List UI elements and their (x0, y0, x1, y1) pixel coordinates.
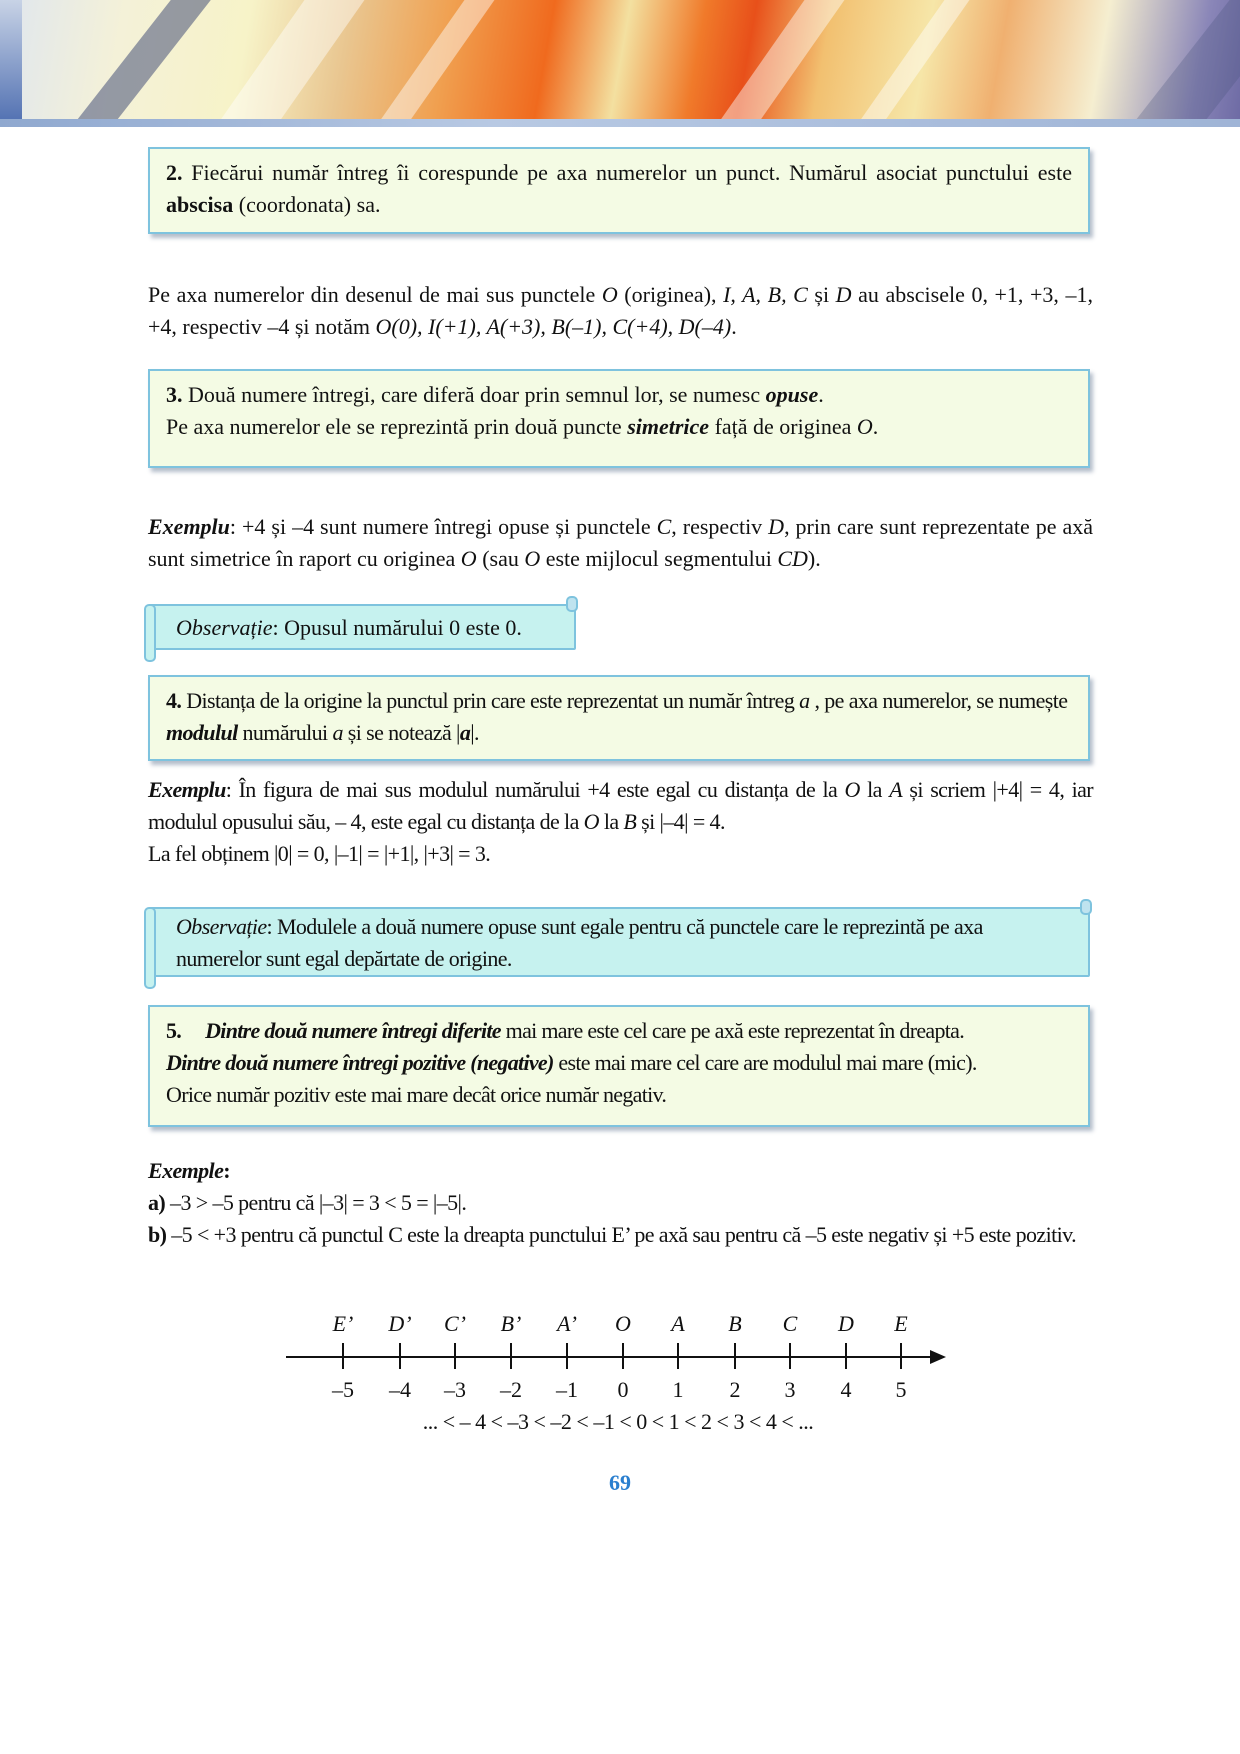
definition-box-4 (148, 675, 1090, 761)
tick-mark (399, 1343, 401, 1369)
point-label: B (623, 809, 637, 834)
tick-value: 1 (672, 1377, 684, 1402)
point-label: A (889, 777, 903, 802)
text: și (807, 282, 836, 307)
text: (originea), (617, 282, 724, 307)
term-opuse: opuse (765, 382, 819, 407)
point-notation: O(0), I(+1), A(+3), B(–1), C(+4), D(–4) (375, 314, 732, 339)
point-label: O (856, 414, 873, 439)
definition-text: (coordonata) sa. (233, 192, 381, 217)
point-label: O (844, 777, 860, 802)
point-label: A (671, 1311, 685, 1336)
text: față de originea (709, 414, 857, 439)
text: (sau (476, 546, 525, 571)
header-banner-image (0, 0, 1240, 127)
observation-scroll-2 (148, 907, 1090, 977)
text: și scriem |+4| = 4, iar modulul opusului său, – 4, este egal cu distanța de la (148, 777, 1093, 834)
observation-label: Observație (176, 615, 273, 640)
point-label: D (835, 282, 852, 307)
observation-scroll-1 (148, 604, 576, 650)
text: –3 > –5 pentru că |–3| = 3 < 5 = |–5|. (165, 1190, 467, 1215)
point-label: D’ (388, 1311, 412, 1336)
definition-text: Fiecărui număr întreg îi corespunde pe axa numerelor un punct. Numărul asociat punctului este (182, 160, 1072, 185)
text: este mijlocul segmentului (540, 546, 778, 571)
point-label: B (728, 1311, 742, 1336)
text: . (872, 414, 879, 439)
modulus-examples-line: La fel obținem |0| = 0, |–1| = |+1|, |+3| = 3. (148, 841, 491, 866)
banner-shape (376, 0, 495, 127)
point-label: D (838, 1311, 854, 1336)
text: au abscisele 0, +1, +3, –1, +4, respectiv –4 și notăm (148, 282, 1093, 339)
item-label: b) (148, 1222, 167, 1247)
point-label: A’ (557, 1311, 577, 1336)
text: , pe axa numerelor, se numește (809, 688, 1068, 713)
term-emphasis: Dintre două numere întregi diferite (205, 1018, 501, 1043)
tick-mark (900, 1343, 902, 1369)
point-label: O (524, 546, 541, 571)
tick-mark (454, 1343, 456, 1369)
tick-mark (845, 1343, 847, 1369)
text: –5 < +3 pentru că punctul C este la dreapta punctului E’ pe axă sau pentru că –5 este negativ și +5 este pozitiv. (166, 1222, 1076, 1247)
text: : +4 și –4 sunt numere întregi opuse și punctele (229, 514, 657, 539)
tick-mark (510, 1343, 512, 1369)
tick-value: 2 (729, 1377, 741, 1402)
banner-shape (216, 0, 365, 127)
observation-label: Observație (176, 914, 267, 939)
definition-line (166, 1047, 1072, 1079)
text: . (818, 382, 824, 407)
text: la (598, 809, 624, 834)
segment-label: CD (777, 546, 808, 571)
example-modulus (148, 774, 1093, 870)
example-label: Exemplu (148, 514, 230, 539)
tick-value: 5 (895, 1377, 907, 1402)
term-emphasis: Dintre două numere întregi pozitive (negative) (166, 1050, 554, 1075)
term-abscisa: abscisa (166, 192, 234, 217)
text: |. (470, 720, 479, 745)
point-label: O (460, 546, 477, 571)
text: și |–4| = 4. (636, 809, 725, 834)
text: numărului (237, 720, 333, 745)
banner-shape (716, 0, 845, 127)
definition-box-5 (148, 1005, 1090, 1127)
definition-line: Orice număr pozitiv este mai mare decât orice număr negativ. (166, 1082, 667, 1107)
tick-value: –3 (444, 1377, 466, 1402)
point-labels: I, A, B, C (723, 282, 808, 307)
tick-mark (342, 1343, 344, 1369)
tick-value: –2 (500, 1377, 522, 1402)
definition-box-2 (148, 147, 1090, 234)
point-label: D (768, 514, 785, 539)
definition-number: 4. (166, 688, 182, 713)
point-label: B’ (500, 1311, 522, 1336)
number-line-diagram (282, 1305, 954, 1445)
text: ). (807, 546, 821, 571)
text: este mai mare cel care are modulul mai mare (mic). (553, 1050, 977, 1075)
text: , respectiv (671, 514, 769, 539)
variable: a (799, 688, 810, 713)
tick-value: 0 (617, 1377, 629, 1402)
point-label: E (894, 1311, 908, 1336)
banner-shape (856, 0, 970, 127)
definition-line (166, 379, 1072, 411)
number-line-axis (286, 1356, 934, 1358)
point-label: C (656, 514, 672, 539)
banner-left-band (0, 0, 22, 127)
text: la (859, 777, 890, 802)
banner-bottom-band (0, 119, 1240, 127)
observation-text: : Opusul numărului 0 este 0. (272, 615, 522, 640)
examples-label: Exemple (148, 1158, 224, 1183)
arrow-right-icon (930, 1350, 946, 1364)
observation-text: : Modulele a două numere opuse sunt egale pentru că punctele care le reprezintă pe axa numerelor sunt egal depărtate de origine. (176, 914, 983, 971)
text: Două numere întregi, care diferă doar prin semnul lor, se numesc (182, 382, 766, 407)
point-label: O (583, 809, 599, 834)
definition-box-3 (148, 369, 1090, 468)
definition-line (166, 411, 1072, 443)
examples-heading (148, 1155, 1093, 1187)
point-label: O (615, 1311, 631, 1336)
example-opposite-numbers (148, 511, 1093, 575)
examples-comparison (148, 1155, 1093, 1251)
text: , prin care sunt reprezentate pe axă sunt simetrice în raport cu originea (148, 514, 1093, 571)
point-label: E’ (332, 1311, 354, 1336)
text: Distanța de la origine la punctul prin care este reprezentat un număr întreg (181, 688, 800, 713)
tick-value: –4 (389, 1377, 411, 1402)
text: : În figura de mai sus modulul numărului +4 este egal cu distanța de la (225, 777, 845, 802)
tick-mark (622, 1343, 624, 1369)
tick-mark (566, 1343, 568, 1369)
example-a (148, 1187, 1093, 1219)
text: și se notează | (342, 720, 460, 745)
text: Pe axa numerelor ele se reprezintă prin două puncte (166, 414, 628, 439)
text: . (731, 314, 737, 339)
tick-mark (734, 1343, 736, 1369)
text: Pe axa numerelor din desenul de mai sus punctele (148, 282, 602, 307)
variable: a (459, 720, 471, 745)
definition-number: 5. (166, 1018, 182, 1043)
definition-number: 3. (166, 382, 183, 407)
tick-value: –5 (332, 1377, 354, 1402)
tick-value: 3 (784, 1377, 796, 1402)
paragraph-abscise (148, 279, 1093, 343)
point-label: O (601, 282, 618, 307)
definition-line (166, 1015, 1072, 1047)
definition-number: 2. (166, 160, 183, 185)
tick-mark (677, 1343, 679, 1369)
colon: : (223, 1158, 230, 1183)
tick-value: –1 (556, 1377, 578, 1402)
banner-shape (1130, 0, 1240, 127)
point-label: C (782, 1311, 798, 1336)
term-simetrice: simetrice (627, 414, 710, 439)
term-modulul: modulul (166, 720, 238, 745)
example-b (148, 1219, 1093, 1251)
variable: a (332, 720, 343, 745)
point-label: C’ (444, 1311, 466, 1336)
tick-value: 4 (840, 1377, 852, 1402)
banner-shape (61, 0, 218, 127)
item-label: a) (148, 1190, 166, 1215)
ordering-inequality: ... < – 4 < –3 < –2 < –1 < 0 < 1 < 2 < 3 < 4 < ... (422, 1409, 814, 1434)
example-label: Exemplu (148, 777, 226, 802)
tick-mark (789, 1343, 791, 1369)
page-number: 69 (609, 1470, 631, 1495)
text: mai mare este cel care pe axă este reprezentat în dreapta. (500, 1018, 965, 1043)
